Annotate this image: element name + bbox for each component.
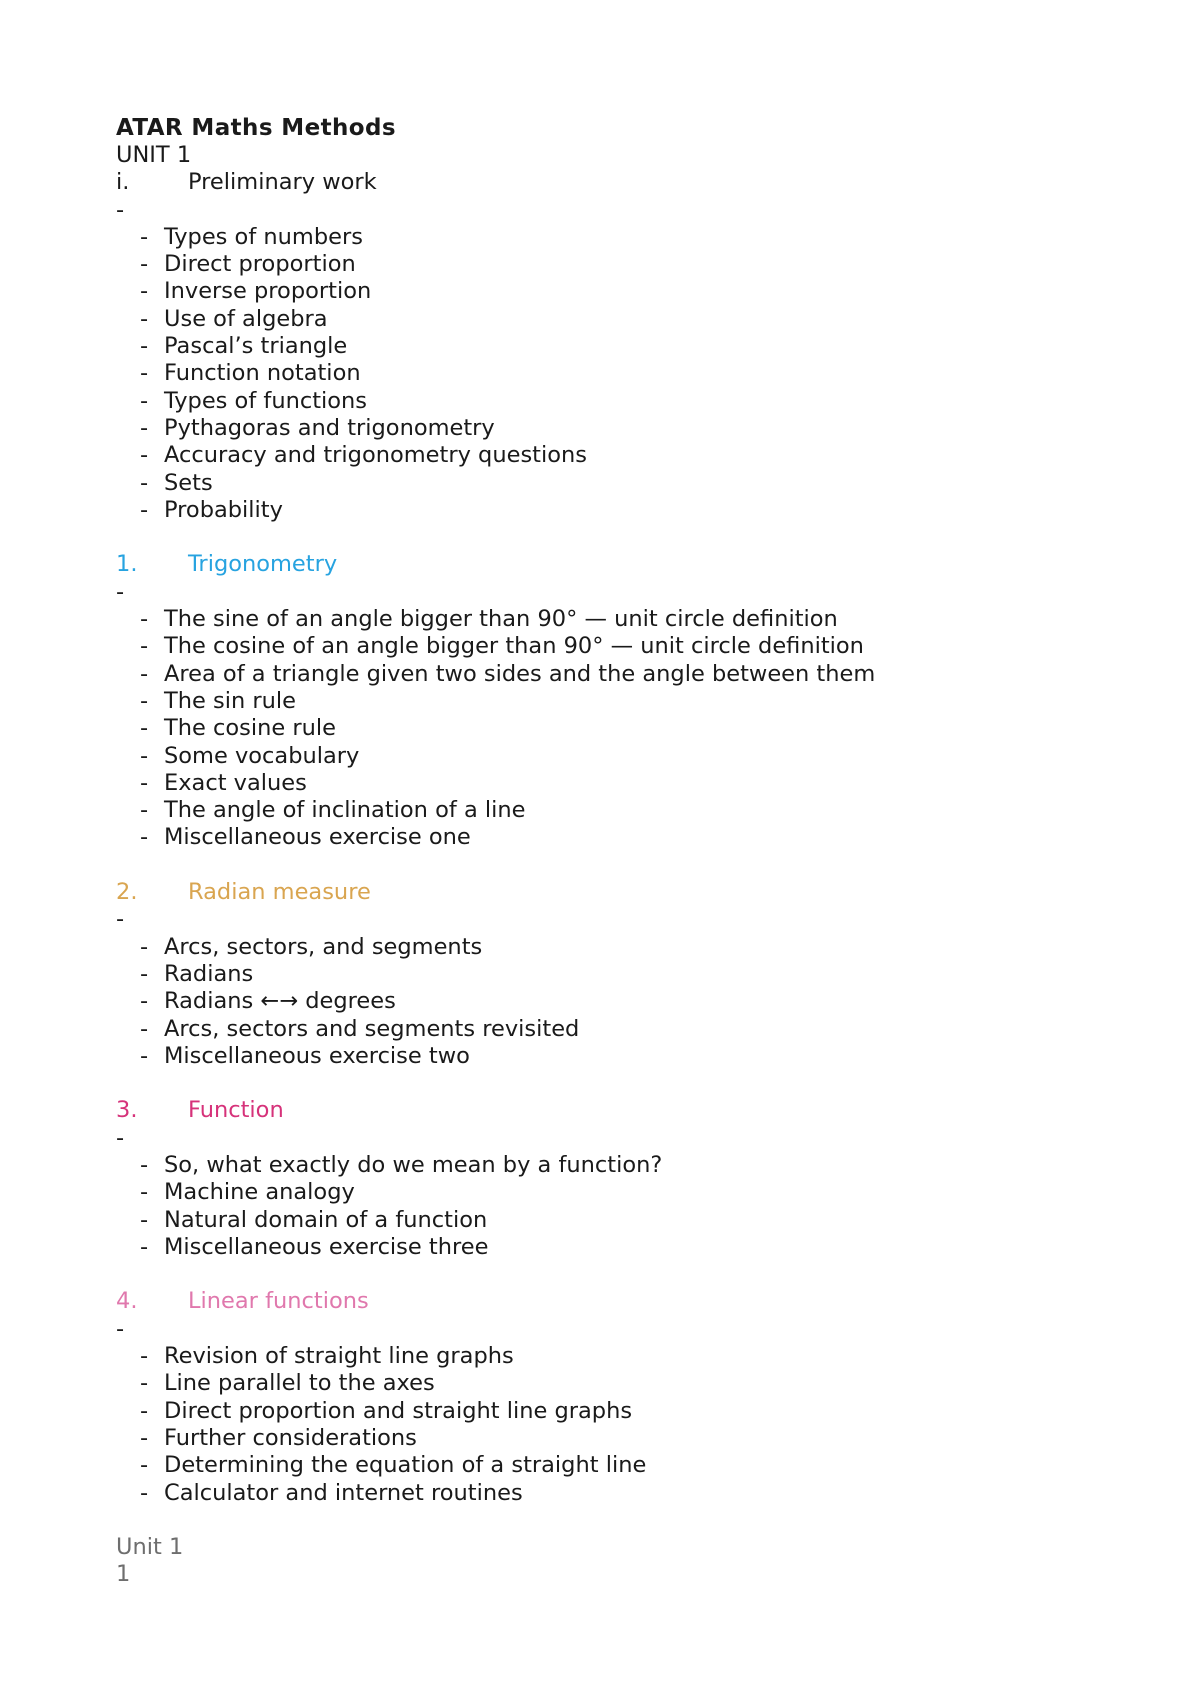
list-item bbox=[116, 1452, 1116, 1479]
list-item bbox=[116, 1179, 1116, 1206]
bullet-dash: - bbox=[140, 1397, 149, 1424]
list-item bbox=[116, 988, 1116, 1015]
bullet-dash: - bbox=[140, 1042, 149, 1069]
bullet-dash: - bbox=[140, 469, 149, 496]
list-item bbox=[116, 1016, 1116, 1043]
section-title: Radian measure bbox=[188, 879, 371, 906]
section-spacer bbox=[116, 1507, 1116, 1534]
list-item bbox=[116, 470, 1116, 497]
section-number: 3. bbox=[116, 1097, 138, 1124]
list-item-text: Sets bbox=[164, 469, 213, 496]
list-item-text: The cosine rule bbox=[164, 715, 336, 742]
document-title: ATAR Maths Methods bbox=[116, 115, 396, 141]
list-item bbox=[116, 360, 1116, 387]
bullet-dash: - bbox=[140, 988, 149, 1015]
bullet-dash: - bbox=[140, 360, 149, 387]
dash-marker: - bbox=[116, 578, 125, 605]
list-item-text: Natural domain of a function bbox=[164, 1206, 488, 1233]
section-radian-measure bbox=[116, 879, 1116, 1070]
list-item bbox=[116, 1398, 1116, 1425]
section-linear-functions bbox=[116, 1288, 1116, 1506]
bullet-dash: - bbox=[140, 606, 149, 633]
list-item-text: Probability bbox=[164, 496, 283, 523]
list-item bbox=[116, 497, 1116, 524]
bullet-dash: - bbox=[140, 797, 149, 824]
list-item-text: Direct proportion and straight line graphs bbox=[164, 1397, 633, 1424]
list-item-text: Machine analogy bbox=[164, 1179, 355, 1206]
list-item-text: Accuracy and trigonometry questions bbox=[164, 442, 587, 469]
document-page bbox=[116, 114, 1116, 1589]
list-item bbox=[116, 633, 1116, 660]
list-item bbox=[116, 1343, 1116, 1370]
bullet-dash: - bbox=[140, 333, 149, 360]
list-item-text: Types of numbers bbox=[164, 223, 363, 250]
section-title: Function bbox=[188, 1097, 284, 1124]
section-spacer bbox=[116, 1070, 1116, 1097]
bullet-dash: - bbox=[140, 1206, 149, 1233]
list-item-text: Line parallel to the axes bbox=[164, 1370, 435, 1397]
section-title: Trigonometry bbox=[188, 551, 338, 578]
bullet-dash: - bbox=[140, 496, 149, 523]
list-item-text: Further considerations bbox=[164, 1424, 417, 1451]
bullet-dash: - bbox=[140, 1370, 149, 1397]
dash-marker: - bbox=[116, 906, 125, 933]
list-item bbox=[116, 688, 1116, 715]
list-item-text: The sin rule bbox=[164, 687, 296, 714]
bullet-dash: - bbox=[140, 1424, 149, 1451]
section-function bbox=[116, 1097, 1116, 1261]
section-trigonometry bbox=[116, 551, 1116, 851]
list-item-text: Arcs, sectors and segments revisited bbox=[164, 1015, 580, 1042]
bullet-dash: - bbox=[140, 769, 149, 796]
list-item-text: Arcs, sectors, and segments bbox=[164, 933, 483, 960]
list-item-text: Radians ←→ degrees bbox=[164, 988, 396, 1015]
list-item bbox=[116, 388, 1116, 415]
list-item-text: Exact values bbox=[164, 769, 307, 796]
list-item-text: Miscellaneous exercise three bbox=[164, 1233, 489, 1260]
section-number: 4. bbox=[116, 1288, 138, 1315]
section-heading bbox=[116, 169, 1116, 196]
list-item-text: Function notation bbox=[164, 360, 361, 387]
bullet-dash: - bbox=[140, 660, 149, 687]
section-number: 1. bbox=[116, 551, 138, 578]
list-item bbox=[116, 306, 1116, 333]
list-item-text: Miscellaneous exercise one bbox=[164, 824, 471, 851]
list-item-text: Calculator and internet routines bbox=[164, 1479, 523, 1506]
list-item-text: Pythagoras and trigonometry bbox=[164, 414, 495, 441]
section-title: Preliminary work bbox=[188, 169, 377, 196]
unit-label: UNIT 1 bbox=[116, 142, 192, 168]
bullet-dash: - bbox=[140, 223, 149, 250]
list-item bbox=[116, 661, 1116, 688]
list-item bbox=[116, 934, 1116, 961]
list-item bbox=[116, 1425, 1116, 1452]
list-item-text: Radians bbox=[164, 960, 254, 987]
bullet-dash: - bbox=[140, 687, 149, 714]
list-item bbox=[116, 1207, 1116, 1234]
section-heading bbox=[116, 1097, 1116, 1124]
bullet-dash: - bbox=[140, 1343, 149, 1370]
section-spacer bbox=[116, 852, 1116, 879]
bullet-dash: - bbox=[140, 933, 149, 960]
bullet-dash: - bbox=[140, 742, 149, 769]
list-item bbox=[116, 1152, 1116, 1179]
footer-unit-label: Unit 1 bbox=[116, 1534, 184, 1561]
bullet-dash: - bbox=[140, 251, 149, 278]
list-item bbox=[116, 415, 1116, 442]
list-item-text: Some vocabulary bbox=[164, 742, 360, 769]
list-item bbox=[116, 797, 1116, 824]
section-preliminary bbox=[116, 169, 1116, 524]
list-item-text: The cosine of an angle bigger than 90° — unit circle definition bbox=[164, 633, 864, 660]
bullet-dash: - bbox=[140, 1233, 149, 1260]
bullet-dash: - bbox=[140, 1179, 149, 1206]
list-item bbox=[116, 1234, 1116, 1261]
list-item bbox=[116, 1043, 1116, 1070]
list-item bbox=[116, 961, 1116, 988]
bullet-dash: - bbox=[140, 1452, 149, 1479]
section-number: i. bbox=[116, 169, 130, 196]
list-item-text: Pascal’s triangle bbox=[164, 333, 348, 360]
bullet-dash: - bbox=[140, 305, 149, 332]
list-item-text: Direct proportion bbox=[164, 251, 356, 278]
bullet-dash: - bbox=[140, 824, 149, 851]
section-heading bbox=[116, 551, 1116, 578]
dash-marker: - bbox=[116, 196, 125, 223]
bullet-dash: - bbox=[140, 960, 149, 987]
section-spacer bbox=[116, 524, 1116, 551]
bullet-dash: - bbox=[140, 1151, 149, 1178]
list-item bbox=[116, 442, 1116, 469]
bullet-dash: - bbox=[140, 442, 149, 469]
bullet-dash: - bbox=[140, 278, 149, 305]
list-item bbox=[116, 333, 1116, 360]
dash-marker: - bbox=[116, 1124, 125, 1151]
section-number: 2. bbox=[116, 879, 138, 906]
list-item bbox=[116, 251, 1116, 278]
bullet-dash: - bbox=[140, 715, 149, 742]
list-item bbox=[116, 715, 1116, 742]
list-item-text: Use of algebra bbox=[164, 305, 328, 332]
list-item bbox=[116, 1370, 1116, 1397]
section-heading bbox=[116, 1288, 1116, 1315]
section-spacer bbox=[116, 1261, 1116, 1288]
section-title: Linear functions bbox=[188, 1288, 369, 1315]
list-item-text: The sine of an angle bigger than 90° — unit circle definition bbox=[164, 606, 838, 633]
bullet-dash: - bbox=[140, 414, 149, 441]
dash-marker: - bbox=[116, 1315, 125, 1342]
bullet-dash: - bbox=[140, 387, 149, 414]
list-item-text: Revision of straight line graphs bbox=[164, 1343, 514, 1370]
list-item-text: Types of functions bbox=[164, 387, 368, 414]
list-item-text: Determining the equation of a straight line bbox=[164, 1452, 647, 1479]
bullet-dash: - bbox=[140, 1015, 149, 1042]
list-item-text: Miscellaneous exercise two bbox=[164, 1042, 470, 1069]
list-item-text: So, what exactly do we mean by a function? bbox=[164, 1151, 663, 1178]
list-item bbox=[116, 224, 1116, 251]
list-item-text: Inverse proportion bbox=[164, 278, 372, 305]
bullet-dash: - bbox=[140, 1479, 149, 1506]
list-item bbox=[116, 1480, 1116, 1507]
footer-page-number: 1 bbox=[116, 1561, 131, 1588]
bullet-dash: - bbox=[140, 633, 149, 660]
list-item bbox=[116, 278, 1116, 305]
list-item-text: The angle of inclination of a line bbox=[164, 797, 526, 824]
list-item bbox=[116, 606, 1116, 633]
list-item bbox=[116, 743, 1116, 770]
list-item-text: Area of a triangle given two sides and the angle between them bbox=[164, 660, 876, 687]
list-item bbox=[116, 824, 1116, 851]
section-heading bbox=[116, 879, 1116, 906]
list-item bbox=[116, 770, 1116, 797]
